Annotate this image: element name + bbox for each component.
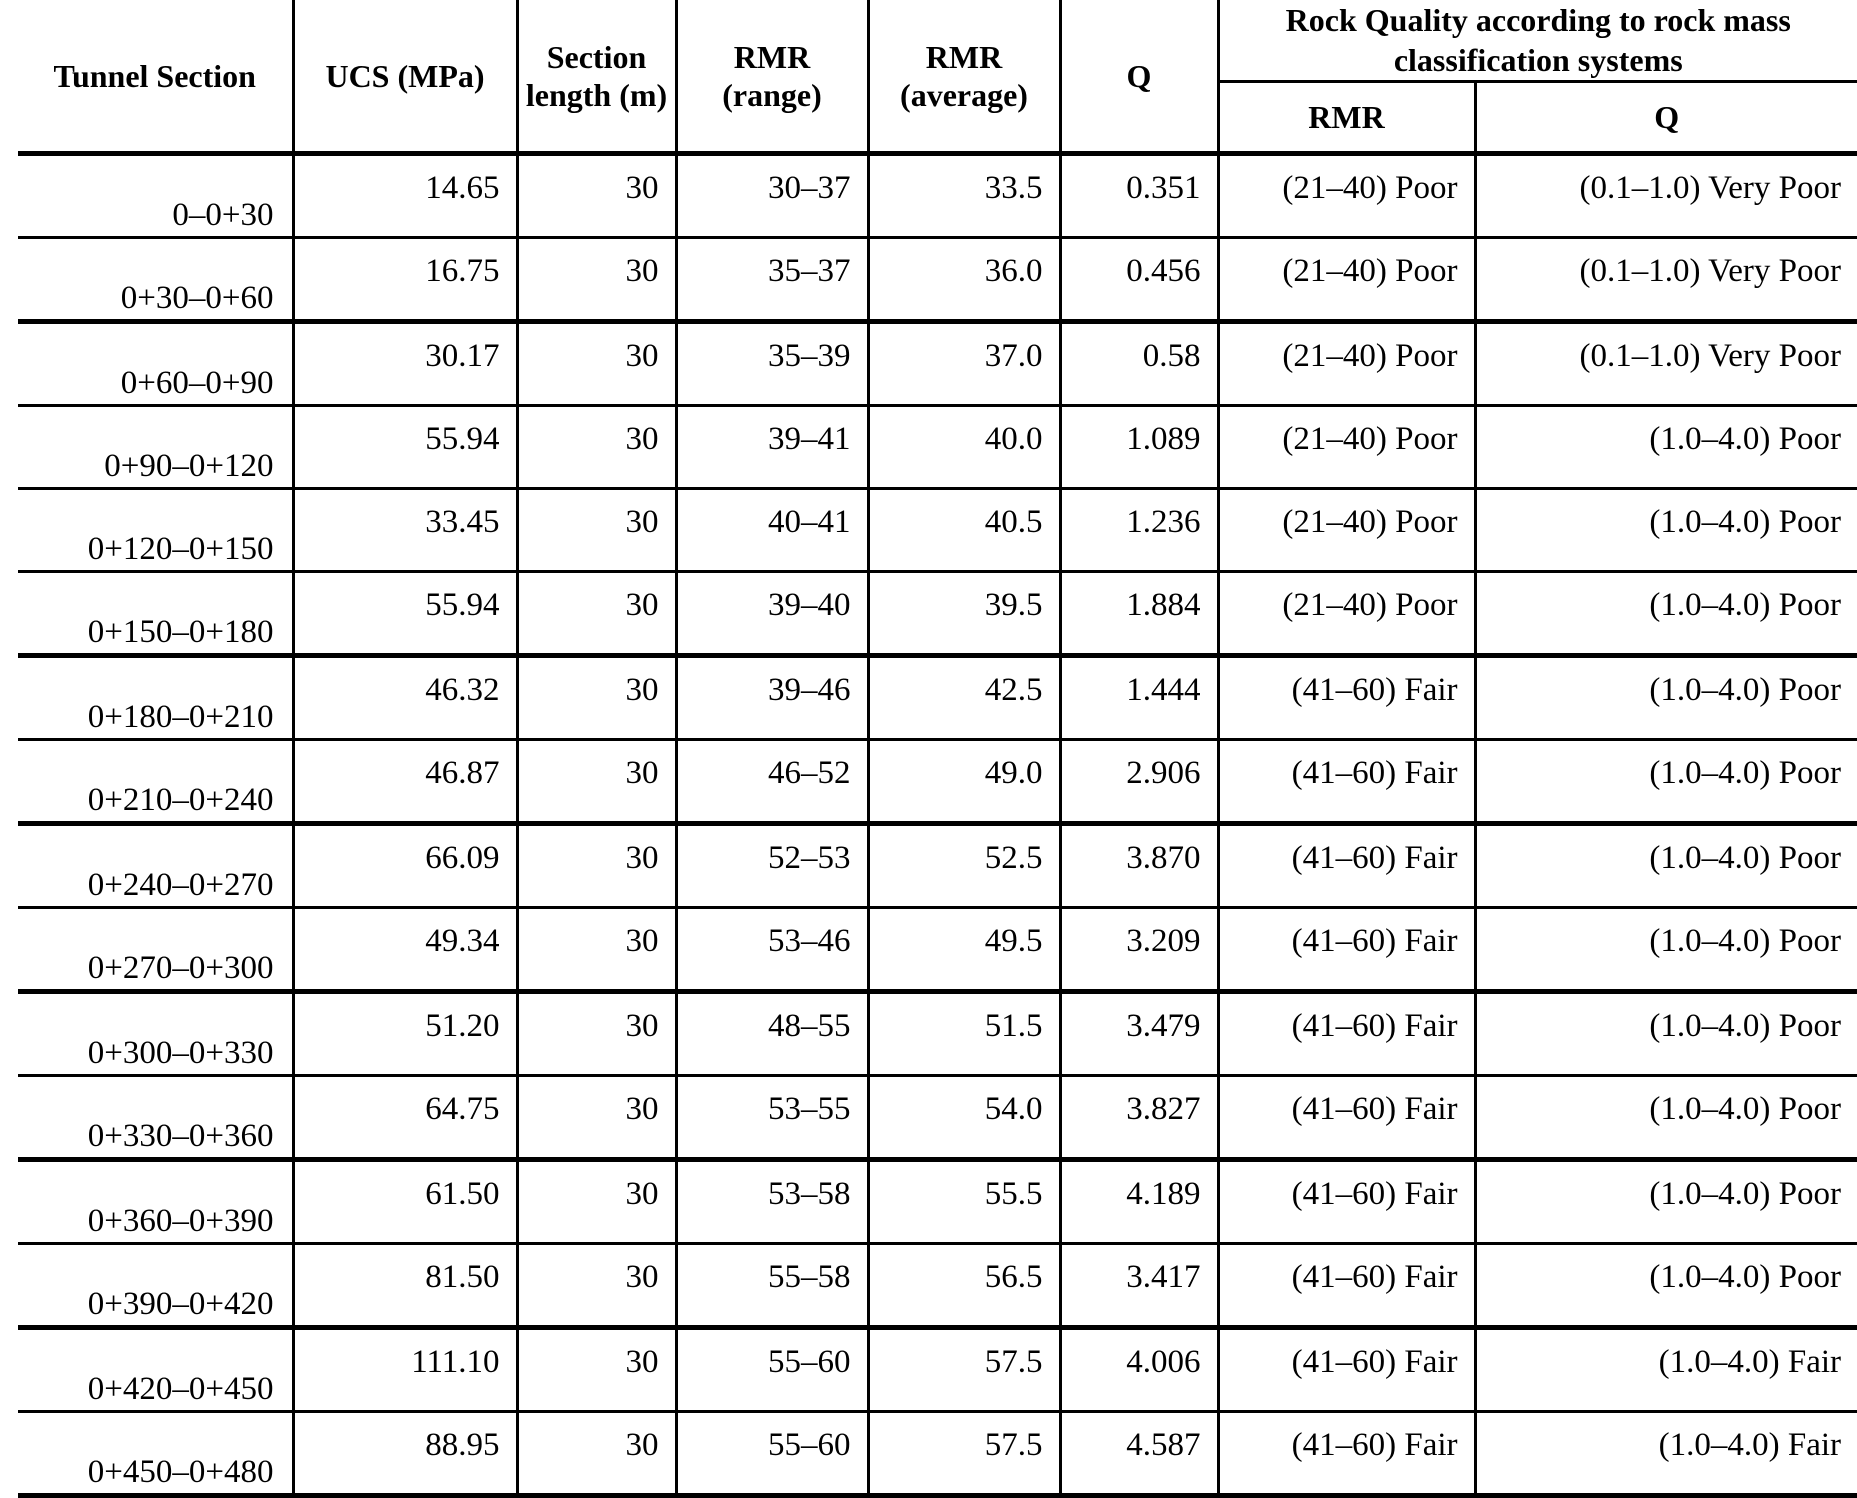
rmr-average-cell: 51.5 [868,992,1060,1076]
section-length-cell: 30 [517,1412,676,1496]
rmr-average-cell: 37.0 [868,322,1060,406]
section-length-cell: 30 [517,238,676,322]
table-row [18,322,1857,406]
rmr-average-cell: 55.5 [868,1160,1060,1244]
section-length-cell: 30 [517,1244,676,1328]
section-length-cell: 30 [517,489,676,572]
tunnel-section-cell: 0–0+30 [18,154,293,238]
section-length-cell: 30 [517,1160,676,1244]
rmr-quality-cell: (21–40) Poor [1218,154,1475,238]
rmr-quality-cell: (41–60) Fair [1218,992,1475,1076]
ucs-cell: 55.94 [293,406,517,489]
rmr-quality-cell: (41–60) Fair [1218,740,1475,824]
section-length-cell: 30 [517,572,676,656]
header-tunnel-section: Tunnel Section [18,0,293,154]
rmr-range-cell: 39–46 [676,656,868,740]
rmr-range-cell: 35–39 [676,322,868,406]
rmr-quality-cell: (21–40) Poor [1218,238,1475,322]
q-cell: 3.870 [1060,824,1218,908]
ucs-cell: 81.50 [293,1244,517,1328]
tunnel-section-cell: 0+210–0+240 [18,740,293,824]
table-row [18,992,1857,1076]
ucs-cell: 46.32 [293,656,517,740]
tunnel-section-cell: 0+360–0+390 [18,1160,293,1244]
table-row [18,1328,1857,1412]
ucs-cell: 16.75 [293,238,517,322]
q-quality-cell: (1.0–4.0) Fair [1475,1328,1857,1412]
header-rock-quality-rmr: RMR [1218,82,1475,154]
tunnel-section-cell: 0+240–0+270 [18,824,293,908]
rmr-range-cell: 52–53 [676,824,868,908]
section-length-cell: 30 [517,740,676,824]
tunnel-section-cell: 0+450–0+480 [18,1412,293,1496]
rmr-range-cell: 55–60 [676,1328,868,1412]
table-row [18,1412,1857,1496]
rmr-average-cell: 40.0 [868,406,1060,489]
section-length-cell: 30 [517,154,676,238]
q-quality-cell: (1.0–4.0) Poor [1475,656,1857,740]
tunnel-section-cell: 0+300–0+330 [18,992,293,1076]
table-row [18,489,1857,572]
header-rmr-average: RMR (average) [868,0,1060,154]
table-row [18,572,1857,656]
tunnel-section-cell: 0+420–0+450 [18,1328,293,1412]
q-cell: 1.236 [1060,489,1218,572]
table-row [18,824,1857,908]
table-row [18,740,1857,824]
rmr-range-cell: 53–46 [676,908,868,992]
q-quality-cell: (1.0–4.0) Poor [1475,824,1857,908]
section-length-cell: 30 [517,322,676,406]
rmr-average-cell: 56.5 [868,1244,1060,1328]
q-cell: 3.209 [1060,908,1218,992]
rmr-range-cell: 40–41 [676,489,868,572]
q-cell: 1.444 [1060,656,1218,740]
q-cell: 1.884 [1060,572,1218,656]
rmr-average-cell: 57.5 [868,1328,1060,1412]
rmr-range-cell: 39–40 [676,572,868,656]
rmr-quality-cell: (41–60) Fair [1218,908,1475,992]
table-body [18,154,1857,1496]
tunnel-section-cell: 0+270–0+300 [18,908,293,992]
tunnel-section-cell: 0+150–0+180 [18,572,293,656]
rmr-quality-cell: (41–60) Fair [1218,1412,1475,1496]
table-header [18,0,1857,154]
tunnel-section-cell: 0+90–0+120 [18,406,293,489]
q-cell: 3.827 [1060,1076,1218,1160]
rmr-average-cell: 49.5 [868,908,1060,992]
header-q: Q [1060,0,1218,154]
q-quality-cell: (0.1–1.0) Very Poor [1475,322,1857,406]
rock-quality-table [18,0,1857,1498]
rmr-range-cell: 46–52 [676,740,868,824]
rmr-average-cell: 49.0 [868,740,1060,824]
q-quality-cell: (0.1–1.0) Very Poor [1475,238,1857,322]
header-section-length: Section length (m) [517,0,676,154]
ucs-cell: 88.95 [293,1412,517,1496]
section-length-cell: 30 [517,824,676,908]
tunnel-section-cell: 0+30–0+60 [18,238,293,322]
rmr-quality-cell: (21–40) Poor [1218,406,1475,489]
q-quality-cell: (0.1–1.0) Very Poor [1475,154,1857,238]
ucs-cell: 55.94 [293,572,517,656]
section-length-cell: 30 [517,1076,676,1160]
rmr-range-cell: 48–55 [676,992,868,1076]
section-length-cell: 30 [517,656,676,740]
ucs-cell: 64.75 [293,1076,517,1160]
table-row [18,1076,1857,1160]
header-ucs: UCS (MPa) [293,0,517,154]
q-cell: 4.189 [1060,1160,1218,1244]
ucs-cell: 61.50 [293,1160,517,1244]
table-row [18,656,1857,740]
section-length-cell: 30 [517,1328,676,1412]
q-quality-cell: (1.0–4.0) Poor [1475,406,1857,489]
rmr-quality-cell: (21–40) Poor [1218,489,1475,572]
q-cell: 3.417 [1060,1244,1218,1328]
q-cell: 0.58 [1060,322,1218,406]
ucs-cell: 111.10 [293,1328,517,1412]
tunnel-section-cell: 0+120–0+150 [18,489,293,572]
table-row [18,908,1857,992]
q-quality-cell: (1.0–4.0) Poor [1475,1076,1857,1160]
q-quality-cell: (1.0–4.0) Fair [1475,1412,1857,1496]
rmr-range-cell: 55–60 [676,1412,868,1496]
table-row [18,1160,1857,1244]
rmr-average-cell: 40.5 [868,489,1060,572]
rmr-quality-cell: (21–40) Poor [1218,572,1475,656]
ucs-cell: 49.34 [293,908,517,992]
q-quality-cell: (1.0–4.0) Poor [1475,992,1857,1076]
rmr-average-cell: 36.0 [868,238,1060,322]
table-row [18,154,1857,238]
q-cell: 2.906 [1060,740,1218,824]
table-row [18,406,1857,489]
q-cell: 3.479 [1060,992,1218,1076]
ucs-cell: 14.65 [293,154,517,238]
rmr-quality-cell: (41–60) Fair [1218,1328,1475,1412]
table-row [18,238,1857,322]
tunnel-section-cell: 0+330–0+360 [18,1076,293,1160]
header-rmr-range: RMR (range) [676,0,868,154]
ucs-cell: 30.17 [293,322,517,406]
rmr-quality-cell: (41–60) Fair [1218,1244,1475,1328]
section-length-cell: 30 [517,908,676,992]
rmr-range-cell: 53–58 [676,1160,868,1244]
rmr-average-cell: 57.5 [868,1412,1060,1496]
rmr-quality-cell: (41–60) Fair [1218,1076,1475,1160]
rmr-average-cell: 39.5 [868,572,1060,656]
ucs-cell: 46.87 [293,740,517,824]
q-quality-cell: (1.0–4.0) Poor [1475,908,1857,992]
q-cell: 0.351 [1060,154,1218,238]
header-rock-quality-group: Rock Quality according to rock mass classification systems [1218,0,1857,82]
q-quality-cell: (1.0–4.0) Poor [1475,572,1857,656]
rmr-average-cell: 33.5 [868,154,1060,238]
rmr-range-cell: 30–37 [676,154,868,238]
rmr-quality-cell: (41–60) Fair [1218,824,1475,908]
rmr-quality-cell: (41–60) Fair [1218,656,1475,740]
rmr-quality-cell: (21–40) Poor [1218,322,1475,406]
q-quality-cell: (1.0–4.0) Poor [1475,489,1857,572]
header-rock-quality-q: Q [1475,82,1857,154]
ucs-cell: 66.09 [293,824,517,908]
tunnel-section-cell: 0+390–0+420 [18,1244,293,1328]
rmr-range-cell: 53–55 [676,1076,868,1160]
q-cell: 1.089 [1060,406,1218,489]
rmr-average-cell: 54.0 [868,1076,1060,1160]
tunnel-section-cell: 0+60–0+90 [18,322,293,406]
q-quality-cell: (1.0–4.0) Poor [1475,740,1857,824]
section-length-cell: 30 [517,992,676,1076]
rmr-average-cell: 42.5 [868,656,1060,740]
rmr-quality-cell: (41–60) Fair [1218,1160,1475,1244]
rmr-range-cell: 39–41 [676,406,868,489]
table-row [18,1244,1857,1328]
q-cell: 4.587 [1060,1412,1218,1496]
rmr-average-cell: 52.5 [868,824,1060,908]
ucs-cell: 51.20 [293,992,517,1076]
rmr-range-cell: 35–37 [676,238,868,322]
q-quality-cell: (1.0–4.0) Poor [1475,1244,1857,1328]
section-length-cell: 30 [517,406,676,489]
q-cell: 4.006 [1060,1328,1218,1412]
rmr-range-cell: 55–58 [676,1244,868,1328]
ucs-cell: 33.45 [293,489,517,572]
q-quality-cell: (1.0–4.0) Poor [1475,1160,1857,1244]
q-cell: 0.456 [1060,238,1218,322]
tunnel-section-cell: 0+180–0+210 [18,656,293,740]
